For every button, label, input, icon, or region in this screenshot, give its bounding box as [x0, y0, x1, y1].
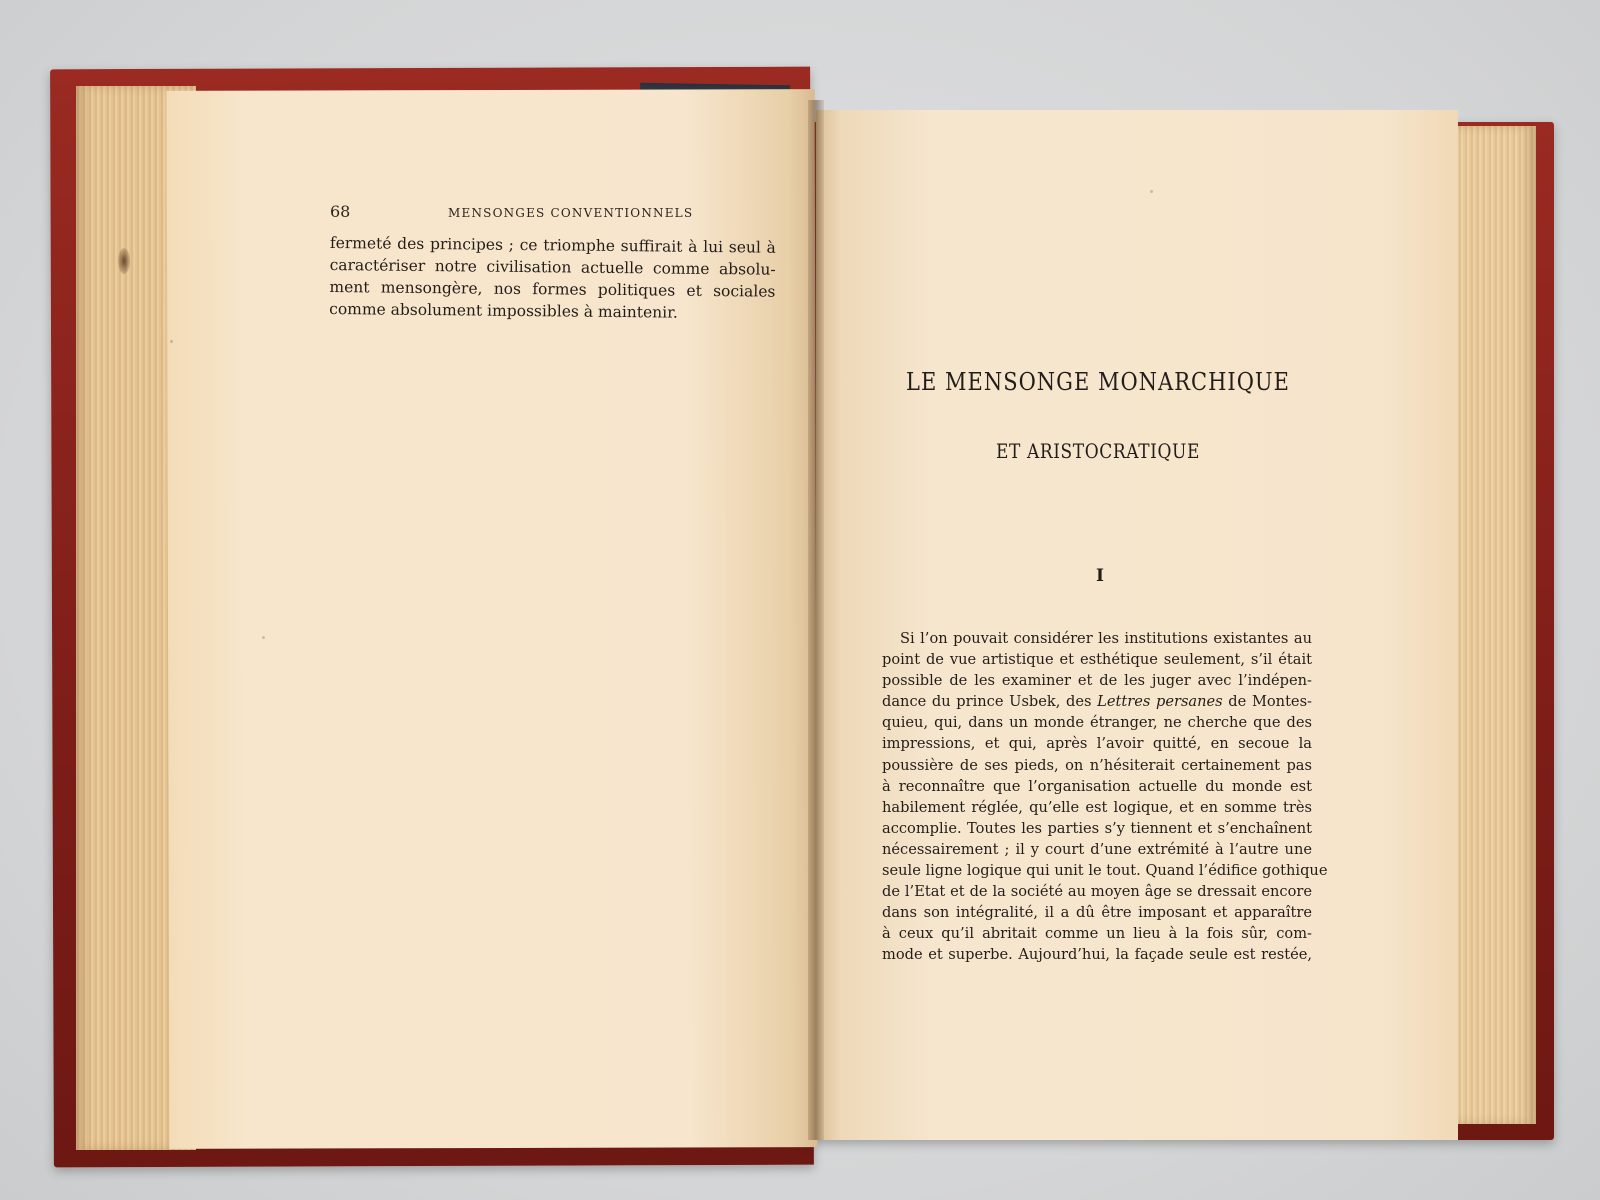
text-line: habilement réglée, qu’elle est logique, et en somme très: [882, 798, 1312, 816]
text-line: dans son intégralité, il a dû être imposant et apparaître: [882, 904, 1312, 922]
text-line: quieu, qui, dans un monde étranger, ne cherche que des: [882, 714, 1312, 732]
text-line: poussière de ses pieds, on n’hésiterait certainement pas: [882, 756, 1312, 774]
foxing-spot: [1150, 190, 1153, 193]
text-line: caractériser notre civilisation actuelle comme absolu-: [329, 255, 776, 279]
text-line: nécessairement ; il y court d’une extrémité à l’autre une: [882, 840, 1312, 858]
text-line: accomplie. Toutes les parties s’y tiennent et s’enchaînent: [882, 819, 1312, 837]
foxing-spot: [170, 340, 173, 343]
text-line: possible de les examiner et de les juger avec l’indépen-: [882, 672, 1312, 690]
left-page-text: [329, 232, 776, 325]
text-line: comme absolument impossibles à maintenir.: [329, 299, 678, 322]
chapter-subtitle: ET ARISTOCRATIQUE: [996, 440, 1200, 464]
text-line: Si l’on pouvait considérer les institutions existantes au: [900, 630, 1312, 647]
text-line: impressions, et qui, après l’avoir quitté, en secoue la: [882, 735, 1312, 753]
running-head: MENSONGES CONVENTIONNELS: [448, 206, 694, 220]
section-numeral: I: [1096, 566, 1104, 586]
chapter-title: LE MENSONGE MONARCHIQUE: [906, 368, 1290, 396]
text-line: de l’Etat et de la société au moyen âge se dressait encore: [882, 883, 1312, 901]
italic-title: Lettres persanes: [1097, 693, 1223, 711]
text-line: à ceux qu’il abritait comme un lieu à la fois sûr, com-: [882, 925, 1312, 943]
text-fragment: de Montes-: [1222, 693, 1312, 711]
right-page-text: [882, 628, 1328, 966]
text-line: ment mensongère, nos formes politiques et sociales: [329, 277, 776, 301]
text-line: à reconnaître que l’organisation actuelle du monde est: [882, 777, 1312, 795]
text-line: fermeté des principes ; ce triomphe suffirait à lui seul à: [329, 233, 776, 257]
foxing-spot: [262, 636, 265, 639]
text-line-with-italic: [882, 691, 1312, 712]
text-line: mode et superbe. Aujourd’hui, la façade seule est restée,: [882, 946, 1312, 964]
text-line: point de vue artistique et esthétique seulement, s’il était: [882, 651, 1312, 669]
page-number: 68: [330, 202, 351, 221]
right-page: [816, 110, 1458, 1140]
paper-stain: [118, 248, 130, 274]
text-line: seule ligne logique qui unit le tout. Quand l’édifice gothique: [882, 862, 1328, 880]
book-gutter: [808, 100, 824, 1140]
text-fragment: dance du prince Usbek, des: [882, 693, 1098, 711]
